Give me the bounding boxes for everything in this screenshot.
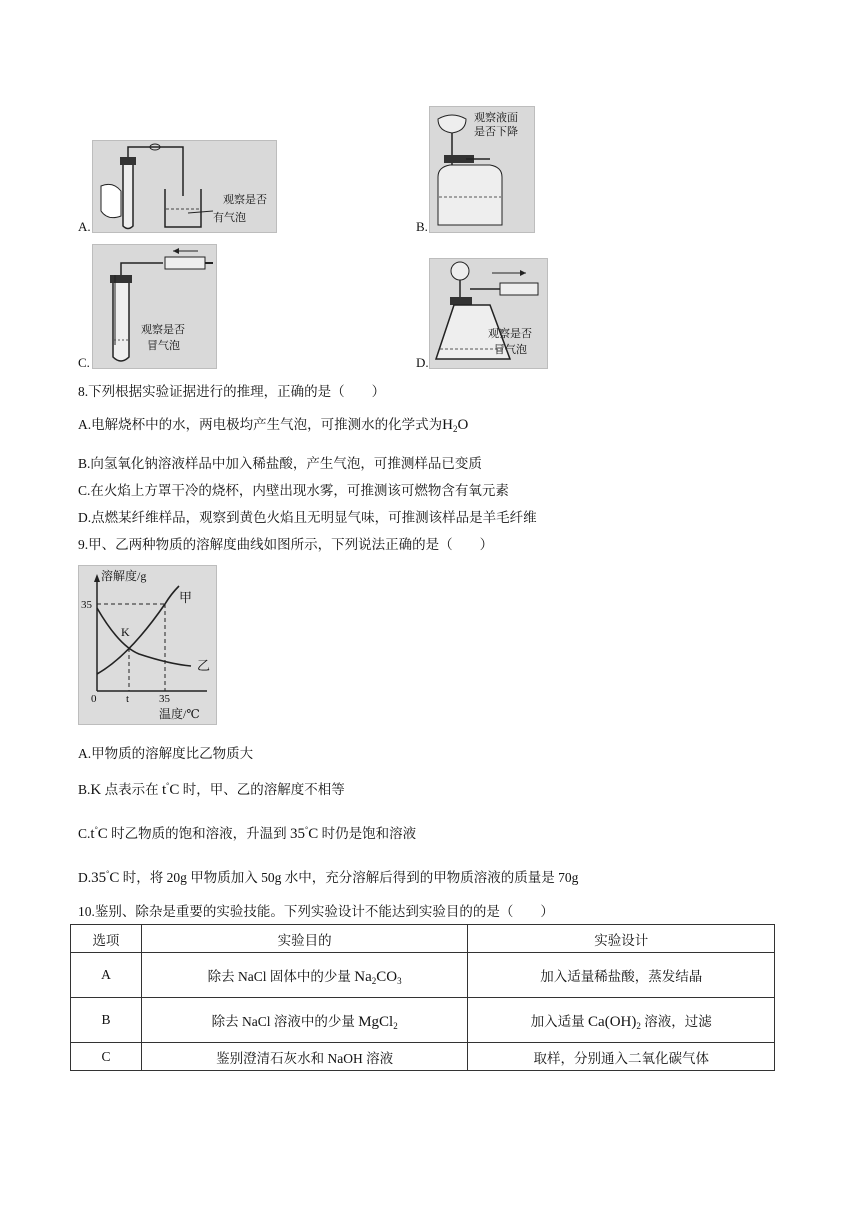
- q8-option-b: B.向氢氧化钠溶液样品中加入稀盐酸，产生气泡，可推测样品已变质: [78, 456, 482, 471]
- figure-a-note-2: 有气泡: [213, 212, 246, 224]
- q9-c-c: C: [97, 826, 108, 842]
- graph-yi-label: 乙: [197, 658, 211, 673]
- figure-b-label: B.: [416, 219, 428, 234]
- q8-formula-o: O: [457, 417, 469, 433]
- figure-d-drawing: [430, 259, 547, 368]
- row-a-s1: 2: [371, 975, 377, 986]
- row-b-f1: MgCl: [358, 1013, 394, 1030]
- q9-d-deg: °: [106, 869, 110, 878]
- header-design: 实验设计: [468, 925, 775, 953]
- table-row: [71, 998, 775, 1043]
- row-b-design-f1: Ca(OH): [588, 1013, 637, 1030]
- q8-formula-sub: 2: [452, 424, 458, 434]
- q8-stem: 8.下列根据实验证据进行的推理，正确的是（ ）: [78, 384, 386, 399]
- q9-c-mid: 时乙物质的饱和溶液，升温到: [107, 826, 291, 841]
- curve-yi: [97, 608, 191, 666]
- figure-c-note-2: 冒气泡: [147, 340, 180, 352]
- row-b-design: [468, 998, 775, 1043]
- figure-d-note-1: 观察是否: [488, 328, 532, 340]
- table-row: [71, 1043, 775, 1071]
- figure-c-apparatus: [92, 244, 217, 369]
- row-a-design: 加入适量稀盐酸，蒸发结晶: [468, 953, 775, 998]
- row-b-design-s1: 2: [636, 1020, 641, 1031]
- q9-option-b: [78, 778, 345, 799]
- header-goal: 实验目的: [141, 925, 468, 953]
- q9-option-c: [78, 822, 416, 843]
- q9-d-c: C: [109, 870, 120, 886]
- graph-y35: 35: [81, 599, 92, 611]
- figure-d-apparatus: [429, 258, 548, 369]
- q9-stem: 9.甲、乙两种物质的溶解度曲线如图所示，下列说法正确的是（ ）: [78, 537, 494, 552]
- q9-c-t: t: [90, 826, 95, 842]
- figure-a-apparatus: [92, 140, 277, 233]
- q9-c-c2: C: [308, 826, 319, 842]
- q8-formula-h: H: [442, 417, 453, 433]
- row-c-goal: 鉴别澄清石灰水和 NaOH 溶液: [141, 1043, 468, 1071]
- figure-b-note-2: 是否下降: [474, 126, 518, 138]
- q9-option-a: A.甲物质的溶解度比乙物质大: [78, 746, 254, 761]
- table-header-row: [71, 925, 775, 953]
- row-c-design: 取样，分别通入二氧化碳气体: [468, 1043, 775, 1071]
- row-b-design-post: 溶液，过滤: [640, 1013, 712, 1029]
- row-a-goal-text: 除去 NaCl 固体中的少量: [207, 968, 355, 984]
- figure-c-note-1: 观察是否: [141, 324, 185, 336]
- q8-option-a-text: A.电解烧杯中的水，两电极均产生气泡，可推测水的化学式为: [78, 417, 443, 432]
- row-a-option: A: [71, 953, 142, 998]
- row-a-f2: CO: [376, 968, 398, 985]
- q9-c-35: 35: [290, 826, 306, 842]
- graph-ylabel: 溶解度/g: [101, 569, 147, 583]
- graph-k-label: K: [121, 625, 130, 639]
- graph-jia-label: 甲: [179, 590, 193, 605]
- header-option: 选项: [71, 925, 142, 953]
- q9-option-d: [78, 866, 578, 887]
- q9-d-pre: D.: [78, 870, 92, 885]
- row-b-goal: [141, 998, 468, 1043]
- figure-b-apparatus: [429, 106, 535, 233]
- figure-d-note-2: 冒气泡: [494, 344, 527, 356]
- figure-b-note-1: 观察液面: [474, 112, 518, 124]
- q9-b-post: 时，甲、乙的溶解度不相等: [179, 782, 345, 797]
- curve-jia: [97, 586, 179, 674]
- q9-c-post: 时仍是饱和溶液: [318, 826, 417, 841]
- q8-option-c: C.在火焰上方罩干冷的烧杯，内壁出现水雾，可推测该可燃物含有氧元素: [78, 483, 509, 498]
- row-b-design-pre: 加入适量: [530, 1013, 589, 1029]
- row-a-goal: [141, 953, 468, 998]
- row-c-option: C: [71, 1043, 142, 1071]
- q9-c-deg2: °: [305, 825, 309, 834]
- graph-xlabel: 温度/℃: [159, 707, 200, 721]
- q10-stem: 10.鉴别、除杂是重要的实验技能。下列实验设计不能达到实验目的的是（ ）: [78, 904, 554, 919]
- q9-c-pre: C.: [78, 826, 91, 841]
- q9-d-35: 35: [91, 870, 107, 886]
- q9-b-k: K: [90, 782, 102, 798]
- q9-b-pre: B.: [78, 782, 91, 797]
- solubility-graph: [78, 565, 217, 725]
- q8-option-d: D.点燃某纤维样品，观察到黄色火焰且无明显气味，可推测该样品是羊毛纤维: [78, 510, 537, 525]
- row-a-f1: Na: [354, 968, 372, 985]
- graph-x35: 35: [159, 693, 170, 705]
- solubility-graph-drawing: [79, 566, 216, 724]
- row-b-s1: 2: [393, 1020, 398, 1031]
- q9-b-mid: 点表示在: [101, 782, 162, 797]
- q10-table: [70, 924, 775, 1071]
- graph-x0: 0: [91, 693, 97, 705]
- q9-b-t: t: [161, 782, 167, 798]
- figure-a-label: A.: [78, 219, 91, 234]
- graph-xt: t: [126, 693, 130, 705]
- figure-c-label: C.: [78, 355, 90, 370]
- figure-c-drawing: [93, 245, 216, 368]
- figure-a-note-1: 观察是否: [223, 194, 267, 206]
- row-a-s2: 3: [397, 975, 402, 986]
- table-row: [71, 953, 775, 998]
- q9-c-deg: °: [94, 825, 98, 834]
- figure-b-drawing: [430, 107, 534, 232]
- q9-d-post: 时，将 20g 甲物质加入 50g 水中，充分溶解后得到的甲物质溶液的质量是 70g: [119, 870, 579, 885]
- figure-d-label: D.: [416, 355, 429, 370]
- figure-a-drawing: [93, 141, 276, 232]
- row-b-goal-text: 除去 NaCl 溶液中的少量: [211, 1013, 359, 1029]
- q9-b-deg: °: [166, 781, 170, 790]
- q8-option-a: [78, 413, 468, 434]
- q9-b-c: C: [169, 782, 180, 798]
- row-b-option: B: [71, 998, 142, 1043]
